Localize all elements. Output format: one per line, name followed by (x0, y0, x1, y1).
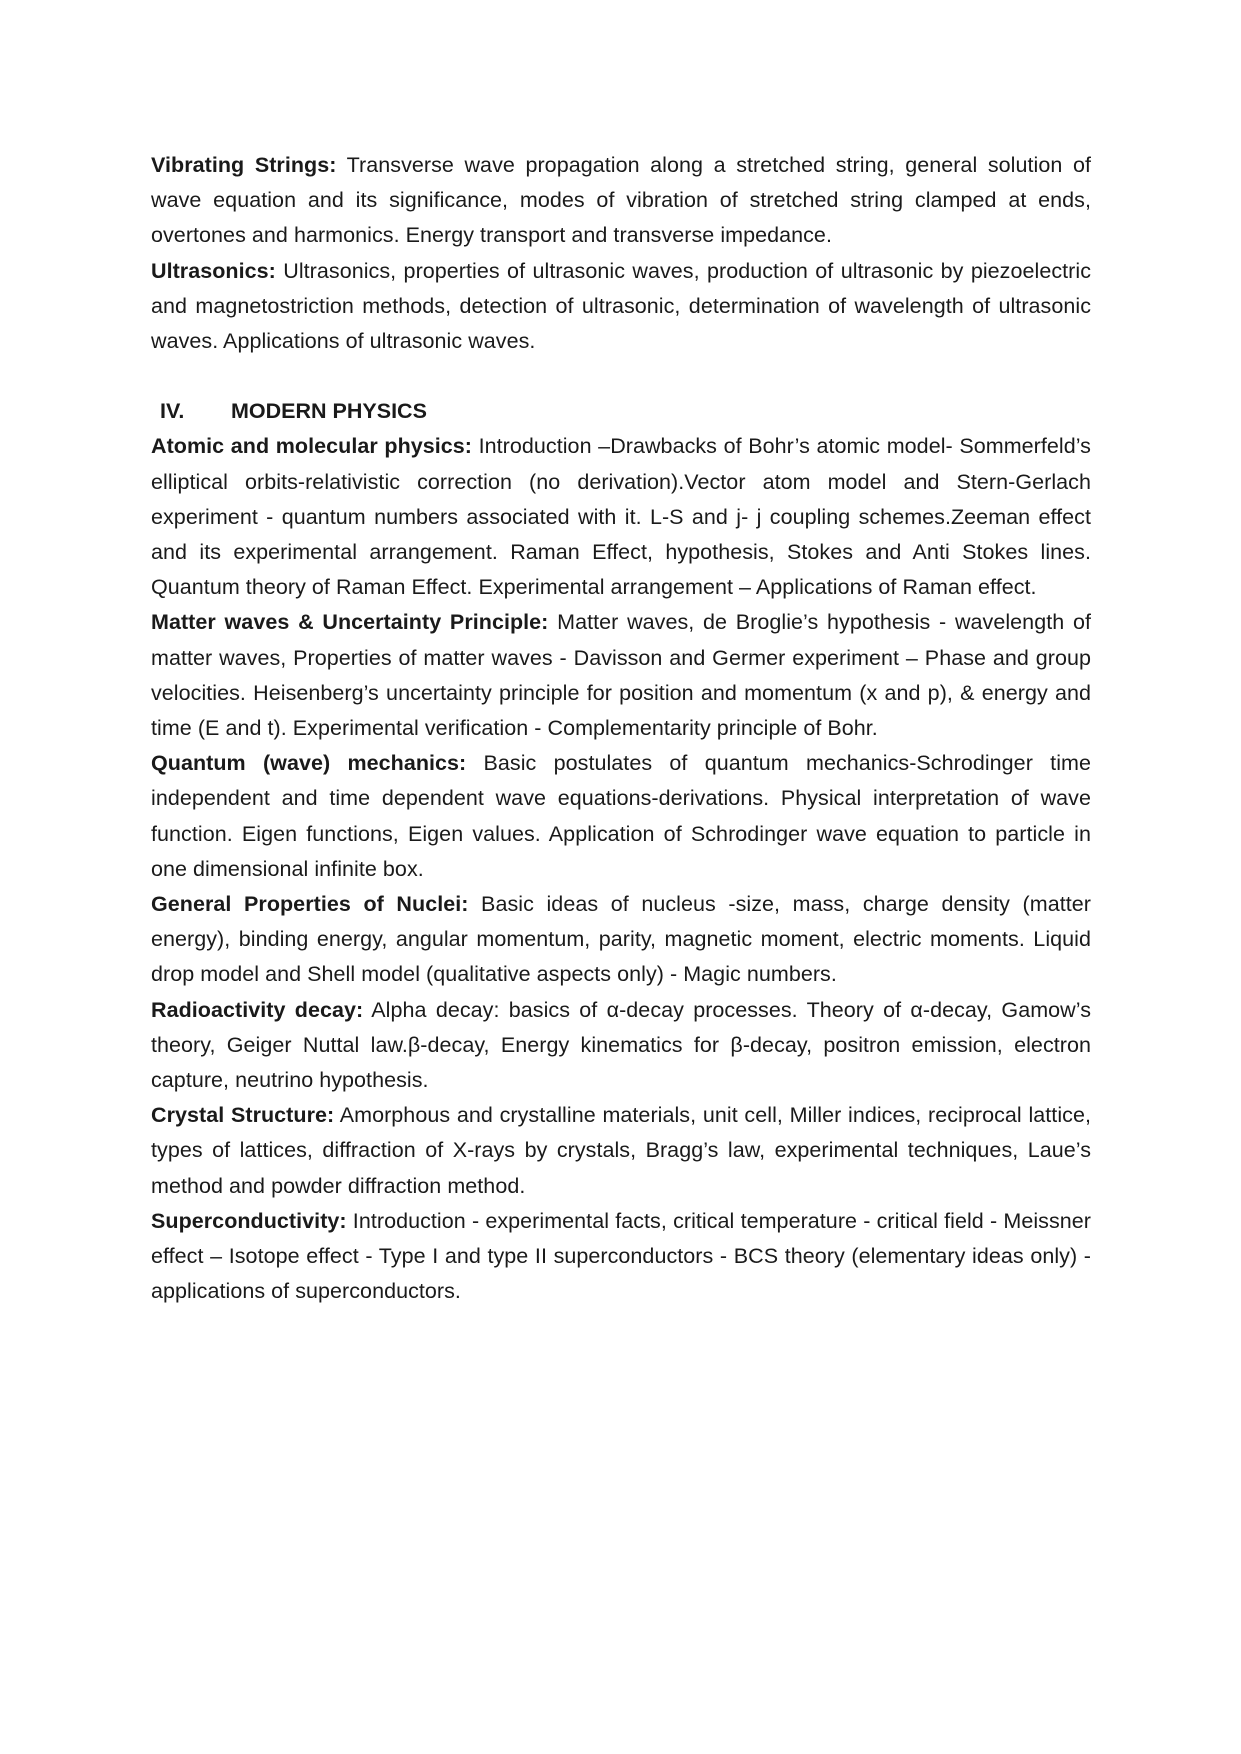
paragraph-atomic-molecular-physics (151, 429, 1091, 605)
paragraph-heading: General Properties of Nuclei: (151, 892, 469, 917)
section-number: IV. (160, 399, 185, 424)
paragraph-text: Basic ideas of nucleus -size, mass, charge density (matter energy), binding energy, angular momentum, parity, magnetic moment, electric moments. Liquid drop model and Shell model (qualitative aspects only) - Magic numbers. (151, 892, 1091, 987)
paragraph-text: Alpha decay: basics of α-decay processes. Theory of α-decay, Gamow’s theory, Geiger Nuttal law.β-decay, Energy kinematics for β-decay, positron emission, electron capture, neutrino hypothesis. (151, 997, 1091, 1093)
paragraph-heading: Crystal Structure: (151, 1103, 335, 1128)
paragraph-text: Transverse wave propagation along a stretched string, general solution of wave equation and its significance, modes of vibration of stretched string clamped at ends, overtones and harmonics. Energy transport and transverse impedance. (151, 153, 1091, 248)
paragraph-matter-waves (151, 605, 1091, 746)
paragraph-nuclei (151, 887, 1091, 993)
paragraph-text: Matter waves, de Broglie’s hypothesis - wavelength of matter waves, Properties of matter waves - Davisson and Germer experiment – Phase and group velocities. Heisenberg’s uncertainty principle for position and momentum (x and p), & energy and time (E and t). Experimental verification - Complementarity principle of Bohr. (151, 610, 1091, 741)
paragraph-quantum-mechanics (151, 746, 1091, 887)
paragraph-heading: Matter waves & Uncertainty Principle: (151, 610, 549, 635)
paragraph-heading: Superconductivity: (151, 1208, 347, 1233)
paragraph-heading: Radioactivity decay: (151, 997, 364, 1022)
paragraph-vibrating-strings (151, 148, 1091, 254)
document-body (151, 148, 1091, 1310)
paragraph-text: Introduction –Drawbacks of Bohr’s atomic model- Sommerfeld’s elliptical orbits-relativistic correction (no derivation).Vector atom model and Stern-Gerlach experiment - quantum numbers associated with it. L-S and j- j coupling schemes.Zeeman effect and its experimental arrangement. Raman Effect, hypothesis, Stokes and Anti Stokes lines. Quantum theory of Raman Effect. Experimental arrangement – Applications of Raman effect. (151, 434, 1091, 600)
paragraph-text: Amorphous and crystalline materials, unit cell, Miller indices, reciprocal lattice, types of lattices, diffraction of X-rays by crystals, Bragg’s law, experimental techniques, Laue’s method and powder diffraction method. (151, 1103, 1091, 1198)
paragraph-heading: Atomic and molecular physics: (151, 434, 473, 459)
paragraph-heading: Ultrasonics: (151, 258, 276, 283)
paragraph-radioactivity (151, 993, 1091, 1099)
paragraph-text: Ultrasonics, properties of ultrasonic waves, production of ultrasonic by piezoelectric and magnetostriction methods, detection of ultrasonic, determination of wavelength of ultrasonic waves. Applications of ultrasonic waves. (151, 258, 1091, 354)
section-title: MODERN PHYSICS (231, 399, 427, 424)
paragraph-crystal-structure (151, 1098, 1091, 1204)
paragraph-superconductivity (151, 1204, 1091, 1310)
spacer (151, 359, 1091, 394)
section-heading (151, 394, 1091, 429)
paragraph-text: Basic postulates of quantum mechanics-Schrodinger time independent and time dependent wave equations-derivations. Physical interpretation of wave function. Eigen functions, Eigen values. Application of Schrodinger wave equation to particle in one dimensional infinite box. (151, 751, 1091, 881)
paragraph-heading: Vibrating Strings: (151, 153, 337, 177)
paragraph-text: Introduction - experimental facts, critical temperature - critical field - Meissner effect – Isotope effect - Type I and type II superconductors - BCS theory (elementary ideas only) - applications of superconductors. (151, 1208, 1091, 1304)
paragraph-ultrasonics (151, 254, 1091, 360)
paragraph-heading: Quantum (wave) mechanics: (151, 751, 467, 776)
